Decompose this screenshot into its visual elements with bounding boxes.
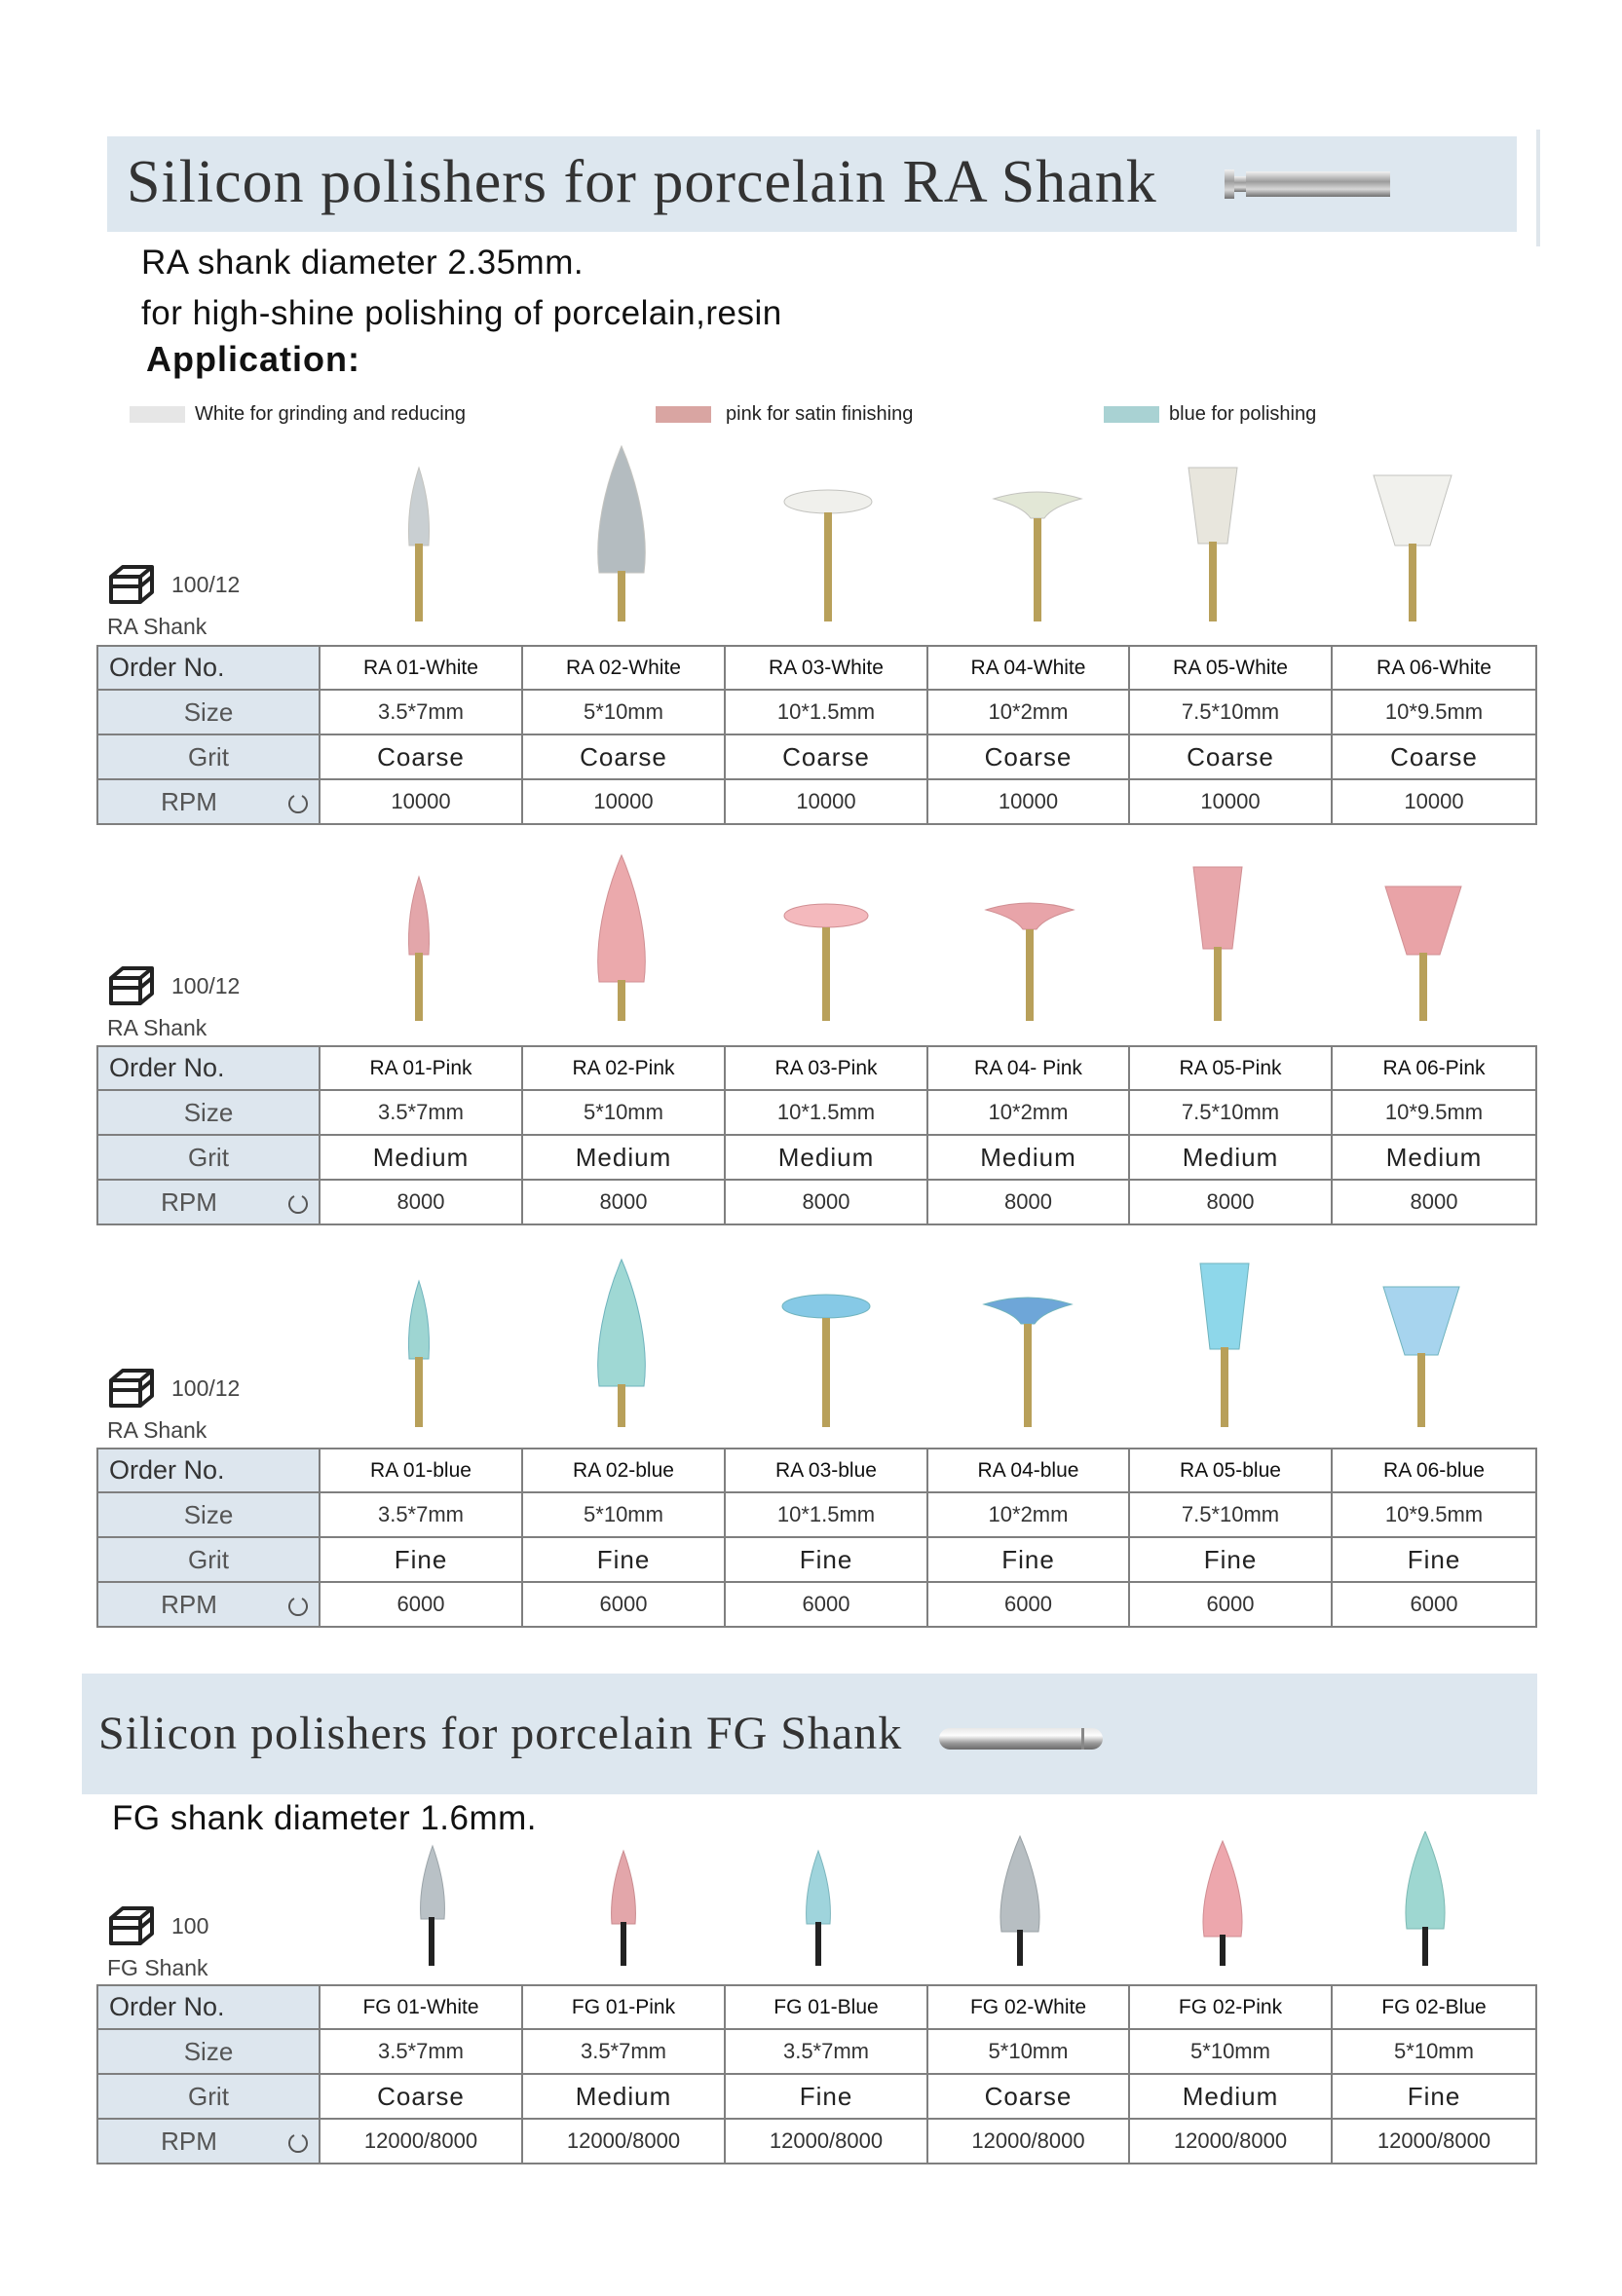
rpm-cell: 10000 [927, 779, 1129, 824]
order-cell: RA 04-White [927, 646, 1129, 690]
size-cell: 5*10mm [927, 2029, 1129, 2074]
rpm-row [97, 1180, 1536, 1224]
box-icon [107, 563, 156, 606]
size-row [97, 690, 1536, 734]
grit-label: Grit [97, 1537, 320, 1582]
size-label: Size [97, 2029, 320, 2074]
box-icon [107, 1367, 156, 1410]
fg-bur-icon [935, 1724, 1106, 1753]
size-cell: 3.5*7mm [522, 2029, 725, 2074]
order-row [97, 1985, 1536, 2029]
legend-white-text: White for grinding and reducing [195, 403, 466, 425]
order-cell: RA 03-blue [725, 1449, 927, 1492]
order-cell: RA 04- Pink [927, 1046, 1129, 1090]
cup-small-head [1188, 468, 1237, 544]
grit-cell: Medium [927, 1135, 1129, 1180]
shank-type: RA Shank [107, 1417, 207, 1443]
grit-cell: Medium [1129, 2074, 1332, 2119]
rpm-cell: 8000 [320, 1180, 522, 1224]
box-icon [107, 1904, 156, 1947]
rpm-cell: 6000 [1332, 1582, 1536, 1627]
polisher-images-pink [312, 847, 1520, 1033]
size-cell: 5*10mm [522, 1492, 725, 1537]
order-cell: RA 03-Pink [725, 1046, 927, 1090]
pack-quantity: 100/12 [171, 572, 241, 597]
rpm-cell: 10000 [1129, 779, 1332, 824]
rpm-cell: 6000 [320, 1582, 522, 1627]
rpm-label: RPM [161, 1186, 217, 1217]
size-cell: 5*10mm [1332, 2029, 1536, 2074]
size-cell: 10*9.5mm [1332, 1090, 1536, 1135]
order-row [97, 1449, 1536, 1492]
pack-quantity: 100/12 [171, 1375, 241, 1401]
fg-table [96, 1984, 1537, 2164]
size-cell: 10*1.5mm [725, 690, 927, 734]
size-label: Size [97, 1090, 320, 1135]
rpm-cell: 12000/8000 [725, 2119, 927, 2164]
legend-white-swatch [130, 406, 185, 423]
cup-large-head [1374, 475, 1452, 546]
rpm-cell: 12000/8000 [320, 2119, 522, 2164]
rpm-row [97, 2119, 1536, 2164]
fg-section-title: Silicon polishers for porcelain FG Shank [98, 1708, 903, 1759]
size-cell: 10*9.5mm [1332, 690, 1536, 734]
rotation-icon [287, 793, 309, 814]
order-cell: FG 01-White [320, 1985, 522, 2029]
order-row [97, 1046, 1536, 1090]
rpm-cell: 8000 [522, 1180, 725, 1224]
pack-quantity: 100/12 [171, 973, 241, 998]
pack-info [107, 563, 244, 651]
grit-label: Grit [97, 1135, 320, 1180]
size-cell: 10*9.5mm [1332, 1492, 1536, 1537]
size-cell: 10*2mm [927, 1492, 1129, 1537]
rpm-cell: 6000 [927, 1582, 1129, 1627]
rpm-cell: 12000/8000 [927, 2119, 1129, 2164]
order-cell: RA 05-blue [1129, 1449, 1332, 1492]
grit-cell: Coarse [1332, 734, 1536, 779]
rpm-cell: 8000 [1129, 1180, 1332, 1224]
grit-cell: Fine [320, 1537, 522, 1582]
shank-type: FG Shank [107, 1955, 208, 1980]
rpm-label: RPM [161, 2126, 217, 2156]
grit-cell: Medium [522, 2074, 725, 2119]
flame-small-head [408, 468, 429, 546]
rpm-row [97, 1582, 1536, 1627]
order-label: Order No. [97, 646, 320, 690]
rpm-label: RPM [161, 1589, 217, 1619]
size-cell: 7.5*10mm [1129, 1492, 1332, 1537]
fg-diameter-text: FG shank diameter 1.6mm. [112, 1799, 538, 1837]
rotation-icon [287, 1596, 309, 1617]
ra-blue-table [96, 1448, 1537, 1628]
rpm-label: RPM [161, 786, 217, 816]
order-cell: RA 04-blue [927, 1449, 1129, 1492]
order-cell: FG 02-Pink [1129, 1985, 1332, 2029]
size-cell: 7.5*10mm [1129, 690, 1332, 734]
size-row [97, 1492, 1536, 1537]
size-cell: 3.5*7mm [320, 2029, 522, 2074]
rpm-cell: 10000 [522, 779, 725, 824]
legend-pink-text: pink for satin finishing [726, 403, 914, 425]
grit-cell: Fine [927, 1537, 1129, 1582]
size-row [97, 1090, 1536, 1135]
rpm-cell: 8000 [725, 1180, 927, 1224]
size-cell: 3.5*7mm [320, 1090, 522, 1135]
order-cell: FG 02-White [927, 1985, 1129, 2029]
rpm-cell: 12000/8000 [1332, 2119, 1536, 2164]
shank-type: RA Shank [107, 614, 207, 639]
rpm-cell: 10000 [1332, 779, 1536, 824]
rpm-cell: 6000 [522, 1582, 725, 1627]
size-cell: 3.5*7mm [725, 2029, 927, 2074]
order-label: Order No. [97, 1449, 320, 1492]
rpm-label-cell [97, 779, 320, 824]
size-cell: 3.5*7mm [320, 1492, 522, 1537]
grit-cell: Coarse [320, 2074, 522, 2119]
grit-cell: Medium [1129, 1135, 1332, 1180]
order-cell: RA 01-blue [320, 1449, 522, 1492]
order-cell: RA 02-White [522, 646, 725, 690]
ra-usage-text: for high-shine polishing of porcelain,resin [141, 294, 782, 332]
flame-large-head [598, 446, 646, 573]
rpm-label-cell [97, 1180, 320, 1224]
legend-blue-text: blue for polishing [1169, 403, 1317, 425]
grit-cell: Fine [1332, 1537, 1536, 1582]
box-icon [107, 964, 156, 1007]
grit-cell: Medium [522, 1135, 725, 1180]
grit-cell: Coarse [522, 734, 725, 779]
polisher-images-fg [312, 1831, 1520, 1977]
size-cell: 10*1.5mm [725, 1492, 927, 1537]
rpm-label-cell [97, 1582, 320, 1627]
size-label: Size [97, 690, 320, 734]
grit-row [97, 734, 1536, 779]
order-label: Order No. [97, 1046, 320, 1090]
order-cell: RA 06-blue [1332, 1449, 1536, 1492]
ra-banner-edge [1536, 130, 1540, 246]
pack-quantity: 100 [171, 1913, 209, 1938]
grit-cell: Fine [725, 2074, 927, 2119]
size-cell: 5*10mm [522, 690, 725, 734]
application-label: Application: [146, 339, 360, 379]
grit-cell: Fine [1332, 2074, 1536, 2119]
ra-white-table [96, 645, 1537, 825]
grit-label: Grit [97, 2074, 320, 2119]
grit-cell: Fine [522, 1537, 725, 1582]
grit-cell: Coarse [1129, 734, 1332, 779]
grit-cell: Medium [1332, 1135, 1536, 1180]
rpm-cell: 6000 [1129, 1582, 1332, 1627]
ra-pink-table [96, 1045, 1537, 1225]
size-cell: 10*2mm [927, 1090, 1129, 1135]
rpm-cell: 6000 [725, 1582, 927, 1627]
order-cell: RA 06-White [1332, 646, 1536, 690]
pack-info [107, 964, 244, 1052]
rpm-row [97, 779, 1536, 824]
order-cell: RA 01-White [320, 646, 522, 690]
order-cell: FG 01-Pink [522, 1985, 725, 2029]
polisher-images-white [312, 438, 1520, 633]
size-row [97, 2029, 1536, 2074]
grit-cell: Fine [1129, 1537, 1332, 1582]
order-cell: FG 01-Blue [725, 1985, 927, 2029]
size-cell: 10*1.5mm [725, 1090, 927, 1135]
rpm-cell: 12000/8000 [1129, 2119, 1332, 2164]
size-cell: 5*10mm [1129, 2029, 1332, 2074]
order-row [97, 646, 1536, 690]
rpm-cell: 12000/8000 [522, 2119, 725, 2164]
order-cell: RA 01-Pink [320, 1046, 522, 1090]
disc-head [784, 490, 872, 513]
order-cell: RA 02-blue [522, 1449, 725, 1492]
grit-cell: Coarse [725, 734, 927, 779]
grit-row [97, 2074, 1536, 2119]
size-cell: 5*10mm [522, 1090, 725, 1135]
grit-row [97, 1135, 1536, 1180]
grit-cell: Fine [725, 1537, 927, 1582]
shank-type: RA Shank [107, 1015, 207, 1040]
rpm-cell: 8000 [927, 1180, 1129, 1224]
size-cell: 10*2mm [927, 690, 1129, 734]
grit-cell: Coarse [927, 2074, 1129, 2119]
grit-cell: Medium [320, 1135, 522, 1180]
knife-edge-head [994, 492, 1081, 518]
rpm-cell: 10000 [320, 779, 522, 824]
legend-pink-swatch [656, 406, 711, 423]
rpm-label-cell [97, 2119, 320, 2164]
size-cell: 3.5*7mm [320, 690, 522, 734]
polisher-images-blue [312, 1252, 1520, 1437]
order-cell: FG 02-Blue [1332, 1985, 1536, 2029]
rpm-cell: 10000 [725, 779, 927, 824]
grit-label: Grit [97, 734, 320, 779]
order-label: Order No. [97, 1985, 320, 2029]
order-cell: RA 06-Pink [1332, 1046, 1536, 1090]
size-cell: 7.5*10mm [1129, 1090, 1332, 1135]
ra-bur-icon [1223, 166, 1393, 203]
grit-row [97, 1537, 1536, 1582]
size-label: Size [97, 1492, 320, 1537]
rpm-cell: 8000 [1332, 1180, 1536, 1224]
grit-cell: Medium [725, 1135, 927, 1180]
rotation-icon [287, 1193, 309, 1215]
pack-info [107, 1904, 244, 1992]
order-cell: RA 02-Pink [522, 1046, 725, 1090]
order-cell: RA 05-Pink [1129, 1046, 1332, 1090]
grit-cell: Coarse [320, 734, 522, 779]
ra-section-title: Silicon polishers for porcelain RA Shank [127, 149, 1157, 215]
order-cell: RA 03-White [725, 646, 927, 690]
rotation-icon [287, 2132, 309, 2154]
ra-diameter-text: RA shank diameter 2.35mm. [141, 244, 585, 282]
order-cell: RA 05-White [1129, 646, 1332, 690]
pack-info [107, 1367, 244, 1454]
legend-blue-swatch [1104, 406, 1159, 423]
grit-cell: Coarse [927, 734, 1129, 779]
